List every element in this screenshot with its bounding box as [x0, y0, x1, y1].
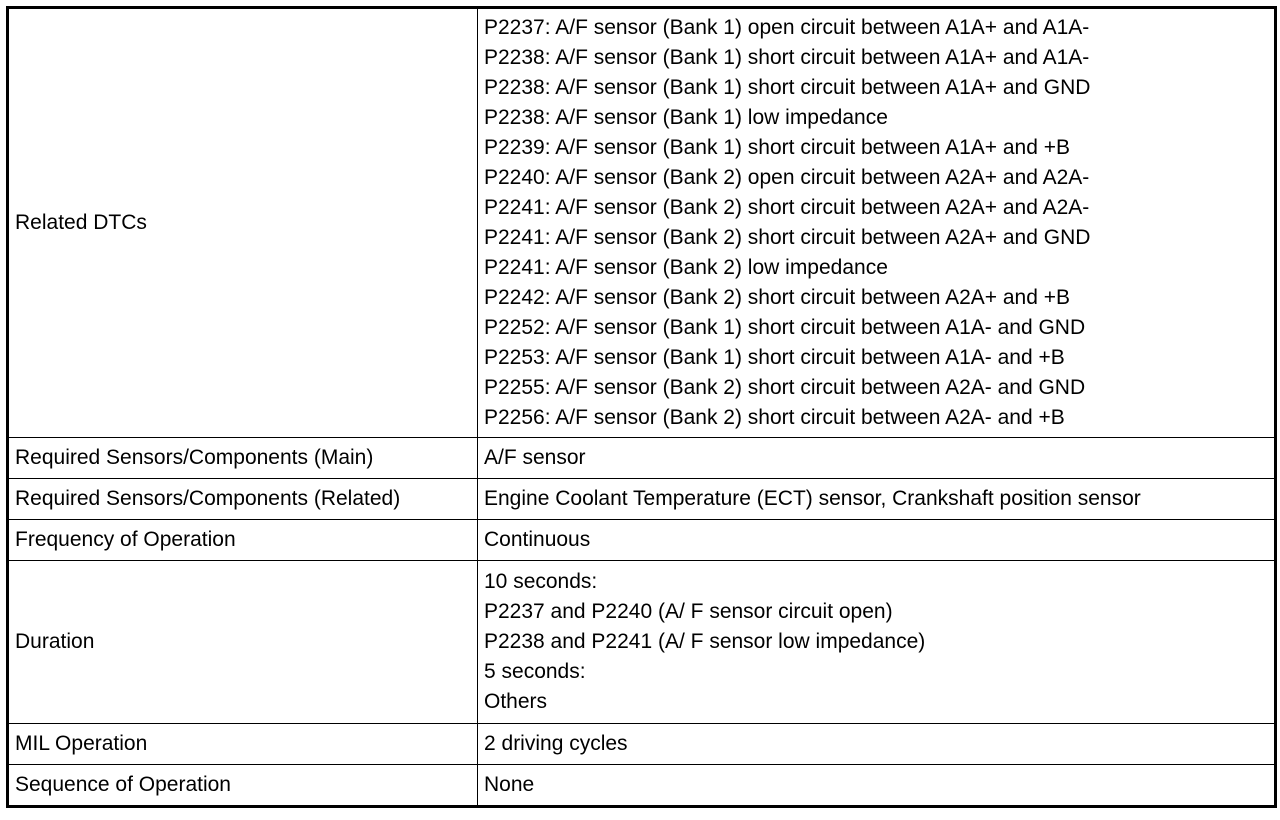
table-row-duration — [8, 561, 1276, 724]
duration-line: P2237 and P2240 (A/ F sensor circuit open) — [484, 600, 893, 623]
row-value: Continuous — [478, 520, 1276, 561]
dtc-item: P2240: A/F sensor (Bank 2) open circuit between A2A+ and A2A- — [484, 166, 1090, 189]
dtc-item: P2237: A/F sensor (Bank 1) open circuit between A1A+ and A1A- — [484, 16, 1090, 39]
row-value: A/F sensor — [478, 438, 1276, 479]
dtc-item: P2239: A/F sensor (Bank 1) short circuit between A1A+ and +B — [484, 136, 1071, 159]
related-dtcs-list — [478, 8, 1276, 438]
duration-line: Others — [484, 690, 548, 713]
dtc-item: P2255: A/F sensor (Bank 2) short circuit between A2A- and GND — [484, 376, 1086, 399]
row-label: Frequency of Operation — [8, 520, 478, 561]
dtc-item: P2241: A/F sensor (Bank 2) short circuit between A2A+ and GND — [484, 226, 1091, 249]
dtc-item: P2253: A/F sensor (Bank 1) short circuit between A1A- and +B — [484, 346, 1065, 369]
dtc-item: P2241: A/F sensor (Bank 2) short circuit between A2A+ and A2A- — [484, 196, 1090, 219]
row-label: Required Sensors/Components (Related) — [8, 479, 478, 520]
row-value: 2 driving cycles — [478, 724, 1276, 765]
dtc-item: P2238: A/F sensor (Bank 1) low impedance — [484, 106, 888, 129]
duration-line: P2238 and P2241 (A/ F sensor low impedance) — [484, 630, 926, 653]
row-label: MIL Operation — [8, 724, 478, 765]
table-row-related-dtcs — [8, 8, 1276, 438]
dtc-item: P2252: A/F sensor (Bank 1) short circuit between A1A- and GND — [484, 316, 1086, 339]
row-label: Related DTCs — [8, 8, 478, 438]
table-row-frequency — [8, 520, 1276, 561]
duration-list — [478, 561, 1276, 724]
dtc-item: P2242: A/F sensor (Bank 2) short circuit between A2A+ and +B — [484, 286, 1071, 309]
table-row-sequence — [8, 765, 1276, 807]
dtc-item: P2238: A/F sensor (Bank 1) short circuit between A1A+ and GND — [484, 76, 1091, 99]
row-label: Duration — [8, 561, 478, 724]
row-label: Sequence of Operation — [8, 765, 478, 807]
dtc-item: P2256: A/F sensor (Bank 2) short circuit between A2A- and +B — [484, 406, 1065, 429]
table-row-mil-operation — [8, 724, 1276, 765]
row-value: None — [478, 765, 1276, 807]
duration-line: 10 seconds: — [484, 570, 598, 593]
table-row-required-main — [8, 438, 1276, 479]
monitor-spec-table — [6, 6, 1277, 808]
table-row-required-related — [8, 479, 1276, 520]
dtc-item: P2241: A/F sensor (Bank 2) low impedance — [484, 256, 888, 279]
dtc-item: P2238: A/F sensor (Bank 1) short circuit between A1A+ and A1A- — [484, 46, 1090, 69]
duration-line: 5 seconds: — [484, 660, 586, 683]
row-value: Engine Coolant Temperature (ECT) sensor, Crankshaft position sensor — [478, 479, 1276, 520]
row-label: Required Sensors/Components (Main) — [8, 438, 478, 479]
